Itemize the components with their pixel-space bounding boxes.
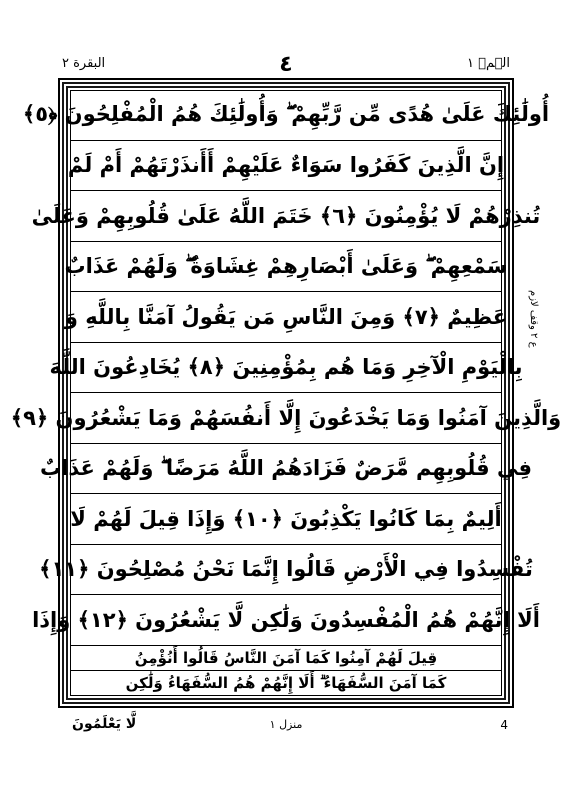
verse-line-8: فِي قُلُوبِهِم مَّرَضٌ فَزَادَهُمُ اللَّهُ مَرَضًا ۖ وَلَهُمْ عَذَابٌ xyxy=(70,444,502,495)
verse-line-10: تُفْسِدُوا فِي الْأَرْضِ قَالُوا إِنَّمَا نَحْنُ مُصْلِحُونَ ﴿١١﴾ xyxy=(70,545,502,596)
manzil-label: منزل ١ xyxy=(269,718,303,731)
margin-note: ع ٢ وقف لازم xyxy=(528,290,539,348)
verse-line-13: كَمَا آمَنَ السُّفَهَاءُ ۗ أَلَا إِنَّهُمْ هُمُ السُّفَهَاءُ وَلَٰكِن xyxy=(125,674,447,693)
page-header xyxy=(62,52,510,78)
page-number: 4 xyxy=(500,718,508,732)
verse-line-11: أَلَا إِنَّهُمْ هُمُ الْمُفْسِدُونَ وَلَٰكِن لَّا يَشْعُرُونَ ﴿١٢﴾ وَإِذَا xyxy=(70,595,502,646)
verse-line-3: تُنذِرْهُمْ لَا يُؤْمِنُونَ ﴿٦﴾ خَتَمَ اللَّهُ عَلَىٰ قُلُوبِهِمْ وَعَلَىٰ xyxy=(70,191,502,242)
verse-line-1: أُولَٰئِكَ عَلَىٰ هُدًى مِّن رَّبِّهِمْ ۖ وَأُولَٰئِكَ هُمُ الْمُفْلِحُونَ ﴿٥﴾ xyxy=(70,90,502,141)
juz-name: الۗمۗ ١ xyxy=(467,56,510,71)
verse-line-12: قِيلَ لَهُمْ آمِنُوا كَمَا آمَنَ النَّاسُ قَالُوا أَنُؤْمِنُ xyxy=(70,646,502,671)
page-number-arabic: ٤ xyxy=(279,52,293,77)
catchword: لَّا يَعْلَمُونَ xyxy=(72,716,137,732)
verse-line-6: بِالْيَوْمِ الْآخِرِ وَمَا هُم بِمُؤْمِنِينَ ﴿٨﴾ يُخَادِعُونَ اللَّهَ xyxy=(70,343,502,394)
verse-line-9: أَلِيمٌ بِمَا كَانُوا يَكْذِبُونَ ﴿١٠﴾ وَإِذَا قِيلَ لَهُمْ لَا xyxy=(70,494,502,545)
surah-name: البقرة ٢ xyxy=(62,56,106,71)
verse-line-4: سَمْعِهِمْ ۖ وَعَلَىٰ أَبْصَارِهِمْ غِشَاوَةٌ ۖ وَلَهُمْ عَذَابٌ xyxy=(70,242,502,293)
verse-line-2: إِنَّ الَّذِينَ كَفَرُوا سَوَاءٌ عَلَيْهِمْ أَأَنذَرْتَهُمْ أَمْ لَمْ xyxy=(70,141,502,192)
verse-line-7: وَالَّذِينَ آمَنُوا وَمَا يَخْدَعُونَ إِلَّا أَنفُسَهُمْ وَمَا يَشْعُرُونَ ﴿٩﴾ xyxy=(70,393,502,444)
verse-line-5: عَظِيمٌ ﴿٧﴾ وَمِنَ النَّاسِ مَن يَقُولُ آمَنَّا بِاللَّهِ وَ xyxy=(70,292,502,343)
